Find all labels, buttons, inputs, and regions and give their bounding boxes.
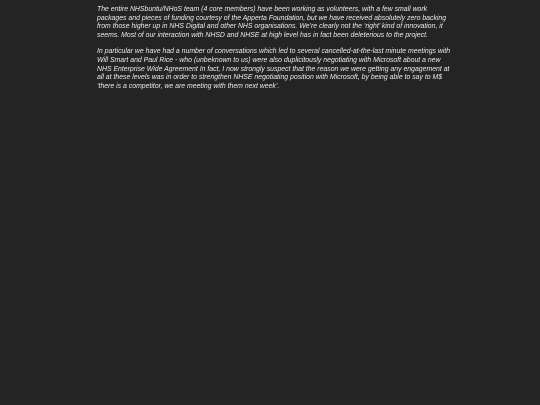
paragraph-team-volunteers: The entire NHSbuntu/NHoS team (4 core members) have been working as volunteers, with a few small work packages and pieces of funding courtesy of the Apperta Foundation, but we have received absolutely zero backing from those higher up in NHS Digital and other NHS organisations. We’re clearly not the ‘right’ kind of innovation, it seems. Most of our interaction with NHSD and NHSE at high level has in fact been deleterious to the project. [97,6,447,39]
text-column [97,6,455,99]
paragraph-microsoft-negotiations: In particular we have had a number of conversations which led to several cancelled-at-the-last minute meetings with Will Smart and Paul Rice - who (unbeknown to us) were also duplicitously negotiating with Microsoft about a new NHS Enterprise Wide Agreement In fact, I now strongly suspect that the reason we were getting any engagement at all at these levels was in order to strengthen NHSE negotiating position with Microsoft, by being able to say to M$ ‘there is a competitor, we are meeting with them next week’. [97,48,451,90]
